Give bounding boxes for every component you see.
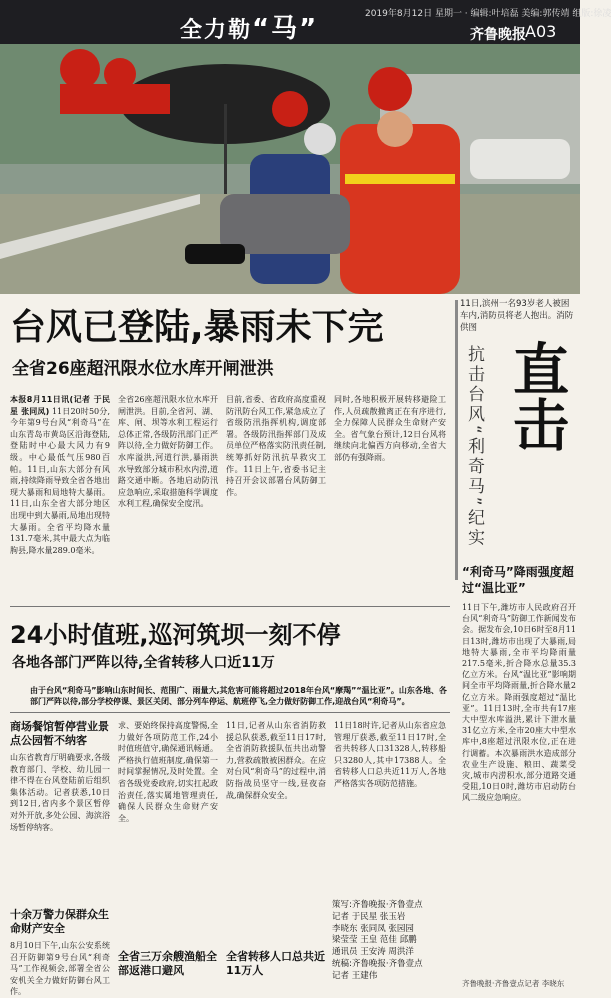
sidebar-subtitle: 抗击台风“利奇马”纪实 — [464, 345, 484, 549]
sidebar-article-text: 11日下午,潍坊市人民政府召开台风“利奇马”防御工作新闻发布会。据发布会,10日6时至8月11日13时,潍坊市出现了大暴雨,局地特大暴雨,全市平均降雨量217.5毫米,折合降水总量35.3亿立方米。台风“温比亚”影响期间全市平均降雨量,折合降水量2亿立方米。降雨强度超过“温比亚”。11日13时,全市共有17座大中型水库溢洪,累计下泄水量31亿立方米,全市20座大中型水库中,8座超过汛限水位,正在进行调蓄。本次暴雨洪水造成部分农业生产设施、粮田、蔬菜受灾,城市内涝积水,部分道路交通受阻,10日0时,潍坊市启动防台风二级应急响应。 — [462, 603, 576, 803]
credits-line: 梁莹莹 王皇 范佳 邱鹏 — [332, 935, 417, 946]
credits-line: 记者 王建伟 — [332, 970, 378, 981]
page-number: A03 — [525, 22, 557, 41]
sidebar-rule — [455, 300, 458, 580]
photo-caption: 11日,滨州一名93岁老人被困车内,消防员将老人抱出。消防供图 — [460, 299, 574, 333]
credits-line: 李晓东 张同凤 张园园 — [332, 923, 414, 934]
sidebar-footer: 齐鲁晚报·齐鲁壹点记者 李晓东 — [462, 979, 565, 988]
col-b-text: 求、要始终保持高度警惕,全力做好各项防范工作,24小时值班值守,确保通讯畅通。严格执行值班制度,确保第一时间掌握情况,及时处置。全省各级党委政府,切实扛起政治责任,落实属地管理责任,确保人民群众生命财产安全。 — [118, 721, 218, 823]
box2-text: 8月10日下午,山东公安系统召开防御第9号台风“利奇马”工作视频会,部署全省公安机关全力做好防御台风工作。 — [10, 941, 110, 997]
main-headline: 台风已登陆,暴雨未下完 — [10, 307, 384, 348]
col-c-headline: 全省转移人口总共近11万人 — [226, 950, 325, 977]
credits-line: 统稿:齐鲁晚报·齐鲁壹点 — [332, 958, 423, 969]
page-header — [0, 0, 611, 44]
paper-name: 齐鲁晚报 — [470, 27, 526, 43]
article1-col4: 同时,各地积极开展转移避险工作,人员疏散撤离正在有序进行,全力保障人民群众生命财产安全。省气象台预计,12日台风将继续向北偏西方向移动,全省大部仍有强降雨。 — [334, 395, 446, 462]
sidebar-headline: “利奇马”降雨强度超过“温比亚” — [462, 565, 574, 595]
credits-box — [332, 900, 452, 983]
article1-col1-text: 11日20时50分,今年第9号台风“利奇马”在山东青岛市黄岛区沿海登陆,登陆时中心最大风力有9级。中心最低气压980百帕。11日,山东大部分有风雨,持续降雨导致全省各地出现大暴雨和局地特大暴雨。11日,山东全省大部分地区出现中到大暴雨,局地出现特大暴雨。全省平均降水量131.7毫米,其中最大点为临朐县,降水量289.0毫米。 — [10, 406, 110, 555]
section-title-text: 全力勒 — [180, 18, 253, 43]
col-b-headline: 全省三万余艘渔船全部返港口避风 — [118, 950, 217, 977]
main-subhead: 全省26座超汛限水位水库开闸泄洪 — [12, 359, 274, 379]
box1-headline: 商场餐馆暂停营业景点公园暂不纳客 — [10, 720, 109, 747]
credits-line: 记者 于民星 张玉岩 — [332, 911, 406, 922]
issue-meta: 2019年8月12日 星期一 · 编辑:叶培磊 美编:郭传靖 组版:徐凌 — [365, 9, 611, 19]
sidebar-big-title: 直击 — [504, 340, 570, 452]
article1-byline: 本报8月11日讯(记者 于民星 张同凤) — [10, 395, 110, 416]
col-d-text: 11日18时许,记者从山东省应急管理厅获悉,截至11日17时,全省共转移人口31328人,转移船只3280人,其中17388人。全省转移人口总共近11万人,各地严格落实各项防范措施。 — [334, 721, 446, 788]
article1-col1 — [10, 394, 110, 594]
section-divider — [10, 606, 450, 607]
section-title-quote: “马” — [252, 14, 319, 44]
credits-line: 策写:齐鲁晚报·齐鲁壹点 — [332, 900, 423, 910]
col-c-text: 11日,记者从山东省消防救援总队获悉,截至11日17时,全省消防救援队伍共出动警力,营救疏散被困群众。在应对台风“利奇马”的过程中,消防指战员坚守一线,昼夜奋战,确保群众安全。 — [226, 721, 326, 800]
box1-text: 山东省教育厅明确要求,各级教育部门、学校、幼儿园一律不得在台风登陆前后组织集体活动。记者获悉,10日到12日,省内多个景区暂停对外开放,多处公园、海滨浴场暂停纳客。 — [10, 753, 110, 832]
second-subhead: 各地各部门严阵以待,全省转移人口近11万 — [12, 655, 275, 671]
section-title — [180, 8, 318, 45]
article1-col2: 全省26座超汛限水位水库开闸泄洪。目前,全省河、湖、库、闸、坝等水利工程运行总体正常,各级防汛部门正严阵以待,全力做好防御工作。水库溢洪,河道行洪,暴雨洪水导致部分城市积水内涝,道路交通中断。各地启动防汛应急响应,采取措施科学调度水利工程,确保安全度汛。 — [118, 395, 218, 509]
rescue-photo — [0, 44, 580, 294]
second-headline: 24小时值班,巡河筑坝一刻不停 — [10, 621, 341, 649]
lead-divider — [10, 712, 450, 713]
box2-headline: 十余万警力保群众生命财产安全 — [10, 908, 109, 935]
credits-line: 通讯员 王安涛 周洪洋 — [332, 947, 414, 958]
second-lead: 由于台风“利奇马”影响山东时间长、范围广、雨量大,其危害可能将超过2018年台风“摩羯”“温比亚”。山东各地、各部门严阵以待,部分学校停课、景区关闭、部分列车停运、航班停飞,全力做好防御工作,迎战台风“利奇马”。 — [30, 686, 447, 706]
article1-col3: 目前,省委、省政府高度重视防汛防台风工作,紧急成立了省级防汛指挥机构,调度部署。各级防汛指挥部门及成员单位严格落实防汛责任制,统筹抓好防汛抗旱救灾工作。11日上午,省委书记主持召开会议部署台风防御工作。 — [226, 395, 326, 497]
